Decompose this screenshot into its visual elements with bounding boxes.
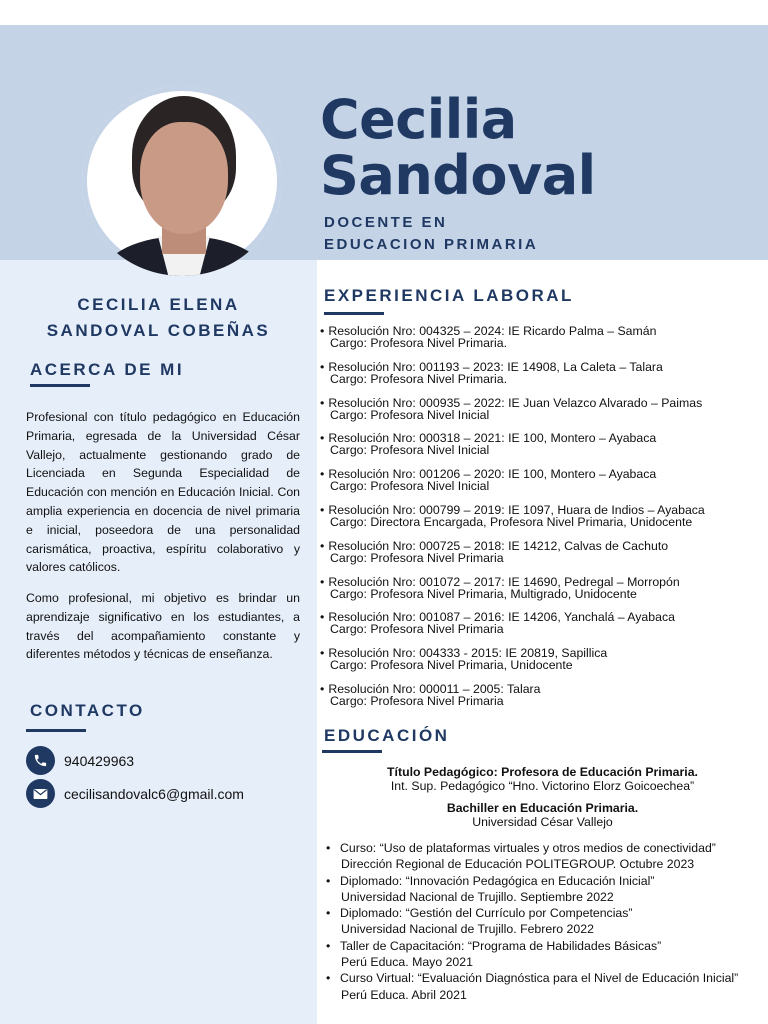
list-item: • Diplomado: “Innovación Pedagógica en Educación Inicial” Universidad Nacional de Trujillo. Septiembre 2022 [324, 873, 764, 906]
list-item: • Resolución Nro: 000935 – 2022: IE Juan Velazco Alvarado – Paimas Cargo: Profesora Nivel Inicial [320, 397, 760, 433]
degree-1: Título Pedagógico: Profesora de Educación Primaria. Int. Sup. Pedagógico “Hno. Victorino Elorz Goicoechea” [387, 765, 698, 793]
list-item: • Resolución Nro: 004325 – 2024: IE Ricardo Palma – Samán Cargo: Profesora Nivel Primaria. [320, 325, 760, 361]
email-address[interactable]: cecilisandovalc6@gmail.com [64, 785, 244, 802]
about-rule [30, 384, 90, 387]
contact-heading: CONTACTO [30, 701, 145, 720]
list-item: • Resolución Nro: 001206 – 2020: IE 100, Montero – Ayabaca Cargo: Profesora Nivel Inicial [320, 468, 760, 504]
list-item: • Diplomado: “Gestión del Currículo por Competencias” Universidad Nacional de Trujillo. Febrero 2022 [324, 905, 764, 938]
page-title [320, 88, 596, 207]
about-heading: ACERCA DE MI [30, 360, 185, 379]
education-heading: EDUCACIÓN [324, 726, 450, 745]
list-item: • Resolución Nro: 001193 – 2023: IE 14908, La Caleta – Talara Cargo: Profesora Nivel Primaria. [320, 361, 760, 397]
about-paragraph-1: Profesional con título pedagógico en Educación Primaria, egresada de la Universidad César Vallejo, actualmente gestionando grado de Licenciada en Segunda Especialidad de Educación con mención en Educación Inicial. Con amplia experiencia en docencia de nivel primaria e inicial, poseedora de una personalidad carismática, proactiva, espíritu colaborativo y valores católicos. [26, 410, 300, 575]
list-item: • Resolución Nro: 000318 – 2021: IE 100, Montero – Ayabaca Cargo: Profesora Nivel Inicial [320, 432, 760, 468]
experience-rule [324, 312, 384, 315]
list-item: • Taller de Capacitación: “Programa de Habilidades Básicas” Perú Educa. Mayo 2021 [324, 938, 764, 971]
first-name: Cecilia [320, 88, 517, 151]
list-item: • Resolución Nro: 001087 – 2016: IE 14206, Yanchalá – Ayabaca Cargo: Profesora Nivel Primaria [320, 611, 760, 647]
about-paragraph-2: Como profesional, mi objetivo es brindar un aprendizaje significativo en los estudiantes, a través del acompañamiento constante y diferentes métodos y técnicas de enseñanza. [26, 591, 300, 662]
list-item: • Curso: “Uso de plataformas virtuales y otros medios de conectividad” Dirección Regional de Educación POLITEGROUP. Octubre 2023 [324, 840, 764, 873]
contact-rule [26, 729, 86, 732]
course-list [324, 840, 764, 1003]
contact-email-row [26, 779, 244, 808]
phone-number[interactable]: 940429963 [64, 752, 135, 769]
profile-photo [82, 86, 282, 276]
degree-2: Bachiller en Educación Primaria. Universidad César Vallejo [446, 801, 639, 829]
list-item: • Curso Virtual: “Evaluación Diagnóstica para el Nivel de Educación Inicial” Perú Educa. Abril 2021 [324, 970, 764, 1003]
full-name: CECILIA ELENA SANDOVAL COBEÑAS [46, 295, 271, 340]
contact-phone-row [26, 746, 134, 775]
phone-icon [26, 746, 55, 775]
list-item: • Resolución Nro: 000799 – 2019: IE 1097, Huara de Indios – Ayabaca Cargo: Directora Encargada, Profesora Nivel Primaria, Unidocente [320, 504, 760, 540]
last-name: Sandoval [320, 144, 596, 207]
envelope-icon [26, 779, 55, 808]
list-item: • Resolución Nro: 001072 – 2017: IE 14690, Pedregal – Morropón Cargo: Profesora Nivel Primaria, Multigrado, Unidocente [320, 576, 760, 612]
list-item: • Resolución Nro: 004333 - 2015: IE 20819, Sapillica Cargo: Profesora Nivel Primaria, Unidocente [320, 647, 760, 683]
experience-list [320, 325, 760, 719]
list-item: • Resolución Nro: 000725 – 2018: IE 14212, Calvas de Cachuto Cargo: Profesora Nivel Primaria [320, 540, 760, 576]
education-rule [322, 750, 382, 753]
experience-heading: EXPERIENCIA LABORAL [324, 286, 574, 305]
list-item: • Resolución Nro: 000011 – 2005: Talara Cargo: Profesora Nivel Primaria [320, 683, 760, 719]
job-role: DOCENTE EN EDUCACION PRIMARIA [324, 214, 539, 253]
